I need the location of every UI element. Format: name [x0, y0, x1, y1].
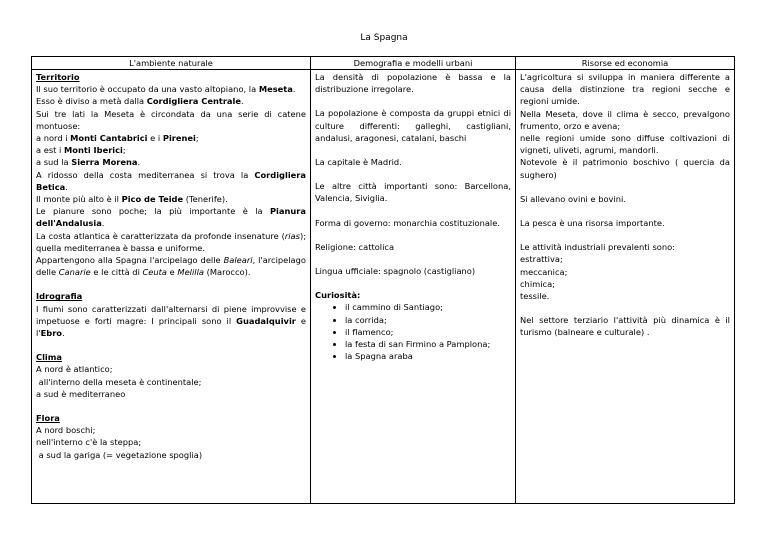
text-territorio-10: La costa atlantica è caratterizzata da profonde insenature (rias); quella mediterranea è bassa e uniforme. — [36, 230, 306, 253]
cell-ambiente — [32, 70, 311, 504]
industry-item: meccanica; — [520, 266, 568, 277]
text-demo-7: Lingua ufficiale: spagnolo (castigliano) — [315, 266, 476, 277]
text-demo-6: Religione: cattolica — [315, 241, 395, 252]
text-territorio-11: Appartengono alla Spagna l'arcipelago delle Baleari, l'arcipelago delle Canarie e le città di Ceuta e Melilla (Marocco). — [36, 255, 306, 278]
curiosita-list — [315, 301, 511, 362]
text-risorse-8: Nel settore terziario l'attività più dinamica è il turismo (balneare e culturale) . — [520, 315, 730, 338]
text-demo-3: La capitale è Madrid. — [315, 157, 402, 168]
text-territorio-1: Il suo territorio è occupato da una vasto altopiano, la Meseta. — [36, 84, 296, 95]
text-risorse-5: Si allevano ovini e bovini. — [520, 193, 626, 204]
text-territorio-9: Le pianure sono poche; la più importante è la Pianura dell'Andalusia. — [36, 206, 306, 229]
list-item: • la festa di san Firmino a Pamplona; — [345, 338, 511, 350]
text-territorio-3: Sui tre lati la Meseta è circondata da una serie di catene montuose: — [36, 108, 306, 131]
heading-idrografia: Idrografia — [36, 291, 83, 302]
text-risorse-2: Nella Meseta, dove il clima è secco, prevalgono frumento, orzo e avena; — [520, 108, 730, 131]
text-demo-4: Le altre città importanti sono: Barcellona, Valencia, Siviglia. — [315, 181, 511, 204]
industry-item: chimica; — [520, 278, 555, 289]
content-row — [32, 70, 735, 504]
list-item: • la Spagna araba — [345, 350, 511, 362]
heading-territorio: Territorio — [36, 72, 80, 82]
page-title: La Spagna — [360, 33, 408, 43]
text-clima-1: A nord è atlantico; — [36, 364, 113, 375]
cell-risorse — [516, 70, 735, 504]
heading-curiosita: Curiosità: — [315, 290, 361, 301]
cell-demografia — [311, 70, 516, 504]
list-item: • il cammino di Santiago; — [345, 301, 511, 313]
text-territorio-5: a est i Monti Iberici; — [36, 145, 126, 156]
text-territorio-2: Esso è diviso a metà dalla Cordigliera Centrale. — [36, 96, 244, 107]
text-idrografia: I fiumi sono caratterizzati dall'alternarsi di piene improvvise e impetuose e forti magre: I principali sono il Guadalquivir e l'Ebro. — [36, 303, 306, 339]
list-item: • la corrida; — [345, 314, 511, 326]
text-flora-2: nell'interno c'è la steppa; — [36, 437, 142, 448]
text-territorio-6: a sud la Sierra Morena. — [36, 157, 141, 168]
text-risorse-7: Le attività industriali prevalenti sono: — [520, 242, 676, 253]
text-demo-1: La densità di popolazione è bassa e la distribuzione irregolare. — [315, 72, 511, 95]
text-clima-3: a sud è mediterraneo — [36, 388, 126, 399]
text-risorse-4: Notevole è il patrimonio boschivo ( quercia da sughero) — [520, 157, 730, 180]
header-risorse: Risorse ed economia — [516, 57, 735, 70]
list-item: • il flamenco; — [345, 326, 511, 338]
text-demo-5: Forma di governo: monarchia costituzionale. — [315, 217, 500, 228]
text-demo-2: La popolazione è composta da gruppi etnici di culture differenti: galleghi, castigliani, andalusi, aragonesi, catalani, baschi — [315, 108, 511, 143]
text-territorio-4: a nord i Monti Cantabrici e i Pirenei; — [36, 133, 199, 144]
text-risorse-3: nelle regioni umide sono diffuse coltivazioni di vigneti, uliveti, agrumi, mandorli. — [520, 133, 730, 156]
industry-item: estrattiva; — [520, 254, 563, 265]
header-row — [32, 57, 735, 70]
text-territorio-8: Il monte più alto è il Pico de Teide (Tenerife). — [36, 194, 228, 205]
text-territorio-7: A ridosso della costa mediterranea si trova la Cordigliera Betica. — [36, 169, 306, 192]
heading-flora: Flora — [36, 413, 60, 424]
industry-item: tessile. — [520, 291, 550, 302]
text-clima-2: all'interno della meseta è continentale; — [36, 376, 202, 387]
header-demografia: Demografia e modelli urbani — [311, 57, 516, 70]
text-flora-3: a sud la gariga (= vegetazione spoglia) — [36, 449, 203, 460]
text-risorse-6: La pesca è una risorsa importante. — [520, 218, 665, 229]
text-risorse-1: L'agricoltura si sviluppa in maniera differente a causa della distinzione tra regioni secche e regioni umide. — [520, 72, 730, 107]
text-flora-1: A nord boschi; — [36, 425, 96, 436]
header-ambiente: L'ambiente naturale — [32, 57, 311, 70]
content-table — [31, 56, 735, 504]
heading-clima: Clima — [36, 352, 63, 363]
